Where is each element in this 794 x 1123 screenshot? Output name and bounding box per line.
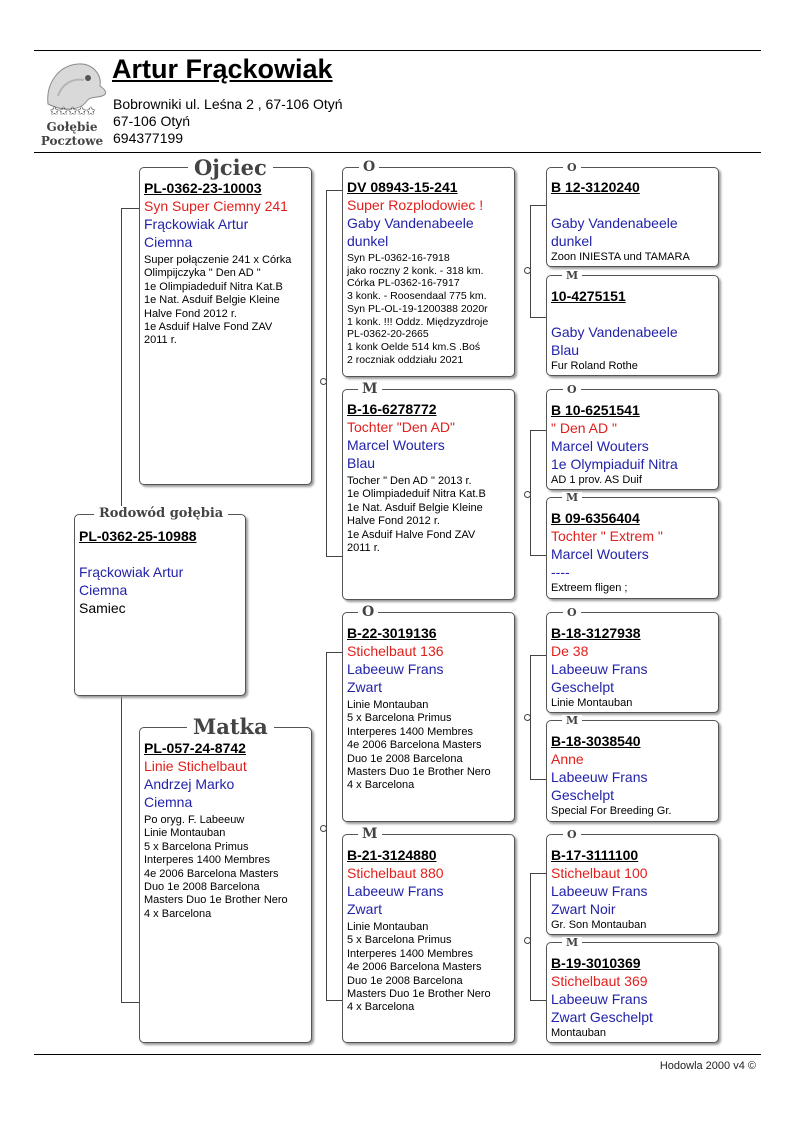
paternal-grandmother-card: [342, 389, 515, 600]
header-bottom-rule: [34, 152, 761, 153]
owner: Andrzej Marko: [144, 776, 235, 792]
connector-line: [530, 873, 531, 1000]
paternal-grandfather-card: [342, 167, 515, 377]
ring-number: B-19-3010369: [551, 955, 641, 971]
color: Zwart Noir: [551, 901, 616, 917]
great-grandparent-card: [546, 720, 719, 822]
dam-label: M: [358, 381, 382, 397]
connector-line: [530, 873, 546, 874]
maternal-grandfather-card: [342, 612, 515, 822]
connector-line: [326, 190, 342, 191]
owner: Marcel Wouters: [551, 438, 649, 454]
connector-line: [121, 208, 122, 512]
great-grandparent-card: [546, 275, 719, 376]
pedigree-title: Rodowód gołębia: [94, 506, 228, 522]
connector-line: [530, 1000, 546, 1001]
great-grandparent-card: [546, 834, 719, 935]
color: Zwart: [347, 679, 382, 695]
connector-node: [524, 714, 531, 721]
ring-number: B-18-3038540: [551, 733, 641, 749]
father-card: [139, 167, 312, 485]
ring-number: B 10-6251541: [551, 402, 640, 418]
ring-number: B-17-3111100: [551, 847, 639, 863]
connector-line: [530, 205, 546, 206]
pigeon-name: Tochter " Extrem ": [551, 528, 663, 544]
sire-label: O: [358, 604, 378, 620]
owner: Labeeuw Frans: [551, 991, 648, 1007]
owner: Marcel Wouters: [347, 437, 445, 453]
color: Ciemna: [144, 794, 193, 810]
notes: Zoon INIESTA und TAMARA: [551, 251, 690, 263]
notes: Tocher " Den AD " 2013 r. 1e Olimpiadeduif Nitra Kat.B 1e Nat. Asduif Belgie Kleine Halve Fond 2012 r. 1e Asduif Halve Fond ZAV 2011 r.: [347, 475, 486, 555]
pigeon-name: De 38: [551, 643, 589, 659]
ring-number: B-21-3124880: [347, 847, 437, 863]
mother-card: [139, 727, 312, 1043]
dam-label: M: [358, 826, 382, 842]
connector-node: [524, 267, 531, 274]
owner: Gaby Vandenabeele: [347, 215, 474, 231]
ring-number: PL-0362-25-10988: [79, 528, 197, 544]
dam-label: M: [562, 492, 582, 504]
pigeon-name: [551, 196, 714, 214]
owner: Labeeuw Frans: [347, 883, 444, 899]
footer-rule: [34, 1054, 761, 1055]
notes: Po oryg. F. Labeeuw Linie Montauban 5 x Barcelona Primus Interperes 1400 Membres 4e 2006 Barcelona Masters Duo 1e 2008 Barcelona Masters Duo 1e Brother Nero 4 x Barcelona: [144, 814, 288, 920]
subject-pigeon-card: [74, 514, 246, 696]
sire-label: O: [563, 162, 581, 174]
pigeon-name: Anne: [551, 751, 584, 767]
pigeon-name: Super Rozplodowiec !: [347, 197, 484, 213]
pigeon-name: [551, 305, 714, 323]
owner: Labeeuw Frans: [347, 661, 444, 677]
connector-node: [320, 825, 327, 832]
notes: Fur Roland Rothe: [551, 360, 638, 372]
color: Blau: [551, 342, 580, 358]
notes: AD 1 prov. AS Duif: [551, 474, 642, 486]
sire-label: O: [563, 607, 581, 619]
ring-number: 10-4275151: [551, 288, 626, 304]
connector-node: [524, 491, 531, 498]
notes: Special For Breeding Gr.: [551, 805, 672, 817]
pigeon-name: Stichelbaut 100: [551, 865, 648, 881]
color: Zwart: [347, 901, 382, 917]
ring-number: B-18-3127938: [551, 625, 641, 641]
connector-line: [121, 1002, 139, 1003]
pigeon-name: Syn Super Ciemny 241: [144, 198, 288, 214]
ring-number: B 12-3120240: [551, 179, 640, 195]
owner: Gaby Vandenabeele: [551, 324, 678, 340]
mother-label: Matka: [187, 716, 274, 738]
connector-line: [121, 208, 139, 209]
owner-city: 67-106 Otyń: [113, 113, 191, 129]
color: Blau: [347, 455, 376, 471]
ring-number: B 09-6356404: [551, 510, 640, 526]
sire-label: O: [563, 829, 581, 841]
color: Geschelpt: [551, 787, 615, 803]
connector-line: [326, 556, 342, 557]
owner: Labeeuw Frans: [551, 769, 648, 785]
father-label: Ojciec: [188, 157, 273, 179]
connector-line: [530, 655, 546, 656]
notes: Linie Montauban 5 x Barcelona Primus Interperes 1400 Membres 4e 2006 Barcelona Masters Duo 1e 2008 Barcelona Masters Duo 1e Brother Nero 4 x Barcelona: [347, 699, 491, 792]
sex: Samiec: [79, 600, 126, 616]
notes: Gr. Son Montauban: [551, 919, 647, 931]
pigeon-name: Stichelbaut 136: [347, 643, 444, 659]
connector-line: [530, 555, 546, 556]
owner-phone: 694377199: [113, 130, 184, 146]
ring-number: PL-0362-23-10003: [144, 180, 262, 196]
pigeon-name: Stichelbaut 369: [551, 973, 648, 989]
ring-number: PL-057-24-8742: [144, 740, 246, 756]
owner: Marcel Wouters: [551, 546, 649, 562]
dam-label: M: [562, 270, 582, 282]
color: dunkel: [551, 233, 593, 249]
dam-label: M: [562, 937, 582, 949]
pigeon-name: Linie Stichelbaut: [144, 758, 247, 774]
notes: Syn PL-0362-16-7918 jako roczny 2 konk. - 318 km. Córka PL-0362-16-7917 3 konk. - Roosendaal 775 km. Syn PL-OL-19-1200388 2020r 1 konk. !!! Oddz. Międzyzdroje PL-0362-20-2665 1 konk Oelde 514 km.S .Boś 2 roczniak oddziału 2021: [347, 252, 489, 366]
color: dunkel: [347, 233, 389, 249]
great-grandparent-card: [546, 389, 719, 490]
owner: Frąckowiak Artur: [144, 216, 249, 232]
sire-label: O: [563, 384, 581, 396]
software-credit: Hodowla 2000 v4 ©: [659, 1060, 756, 1072]
connector-node: [524, 937, 531, 944]
logo-text-line1: Gołębie: [46, 120, 98, 134]
connector-node: [320, 378, 327, 385]
owner-name: Artur Frąckowiak: [112, 54, 333, 84]
color: Geschelpt: [551, 679, 615, 695]
owner-address: Bobrowniki ul. Leśna 2 , 67-106 Otyń: [113, 96, 343, 112]
connector-line: [530, 779, 546, 780]
notes: Montauban: [551, 1027, 607, 1039]
sire-label: O: [359, 159, 379, 175]
notes: Linie Montauban 5 x Barcelona Primus Interperes 1400 Membres 4e 2006 Barcelona Masters Duo 1e 2008 Barcelona Masters Duo 1e Brother Nero 4 x Barcelona: [347, 921, 491, 1014]
color: Ciemna: [79, 582, 128, 598]
great-grandparent-card: [546, 167, 719, 267]
owner: Frąckowiak Artur: [79, 564, 184, 580]
color: Zwart Geschelpt: [551, 1009, 653, 1025]
notes: Linie Montauban: [551, 697, 633, 709]
connector-line: [121, 696, 122, 1002]
owner: Gaby Vandenabeele: [551, 215, 678, 231]
ring-number: DV 08943-15-241: [347, 179, 458, 195]
pigeon-name: " Den AD ": [551, 420, 617, 436]
owner: Labeeuw Frans: [551, 661, 648, 677]
color: 1e Olympiaduif Nitra: [551, 456, 678, 472]
owner: Labeeuw Frans: [551, 883, 648, 899]
ring-number: B-16-6278772: [347, 401, 437, 417]
pigeon-name: Tochter "Den AD": [347, 419, 455, 435]
top-rule: [34, 50, 761, 51]
connector-line: [326, 1000, 342, 1001]
connector-line: [530, 205, 531, 317]
great-grandparent-card: [546, 942, 719, 1043]
notes: Extreem fligen ;: [551, 582, 628, 594]
dam-label: M: [562, 715, 582, 727]
great-grandparent-card: [546, 612, 719, 713]
ring-number: B-22-3019136: [347, 625, 437, 641]
connector-line: [530, 430, 546, 431]
color: ----: [551, 564, 570, 580]
notes: Super połączenie 241 x Córka Olimpijczyka " Den AD " 1e Olimpiadeduif Nitra Kat.B 1e Nat. Asduif Belgie Kleine Halve Fond 2012 r. 1e Asduif Halve Fond ZAV 2011 r.: [144, 254, 292, 347]
connector-line: [530, 317, 546, 318]
connector-line: [326, 652, 342, 653]
connector-line: [326, 190, 327, 556]
pigeon-logo: [36, 56, 108, 148]
maternal-grandmother-card: [342, 834, 515, 1043]
pigeon-name: Stichelbaut 880: [347, 865, 444, 881]
stars-ornament: ✩✩✩✩✩: [49, 104, 95, 118]
color: Ciemna: [144, 234, 193, 250]
great-grandparent-card: [546, 497, 719, 599]
logo-text-line2: Pocztowe: [40, 134, 104, 148]
